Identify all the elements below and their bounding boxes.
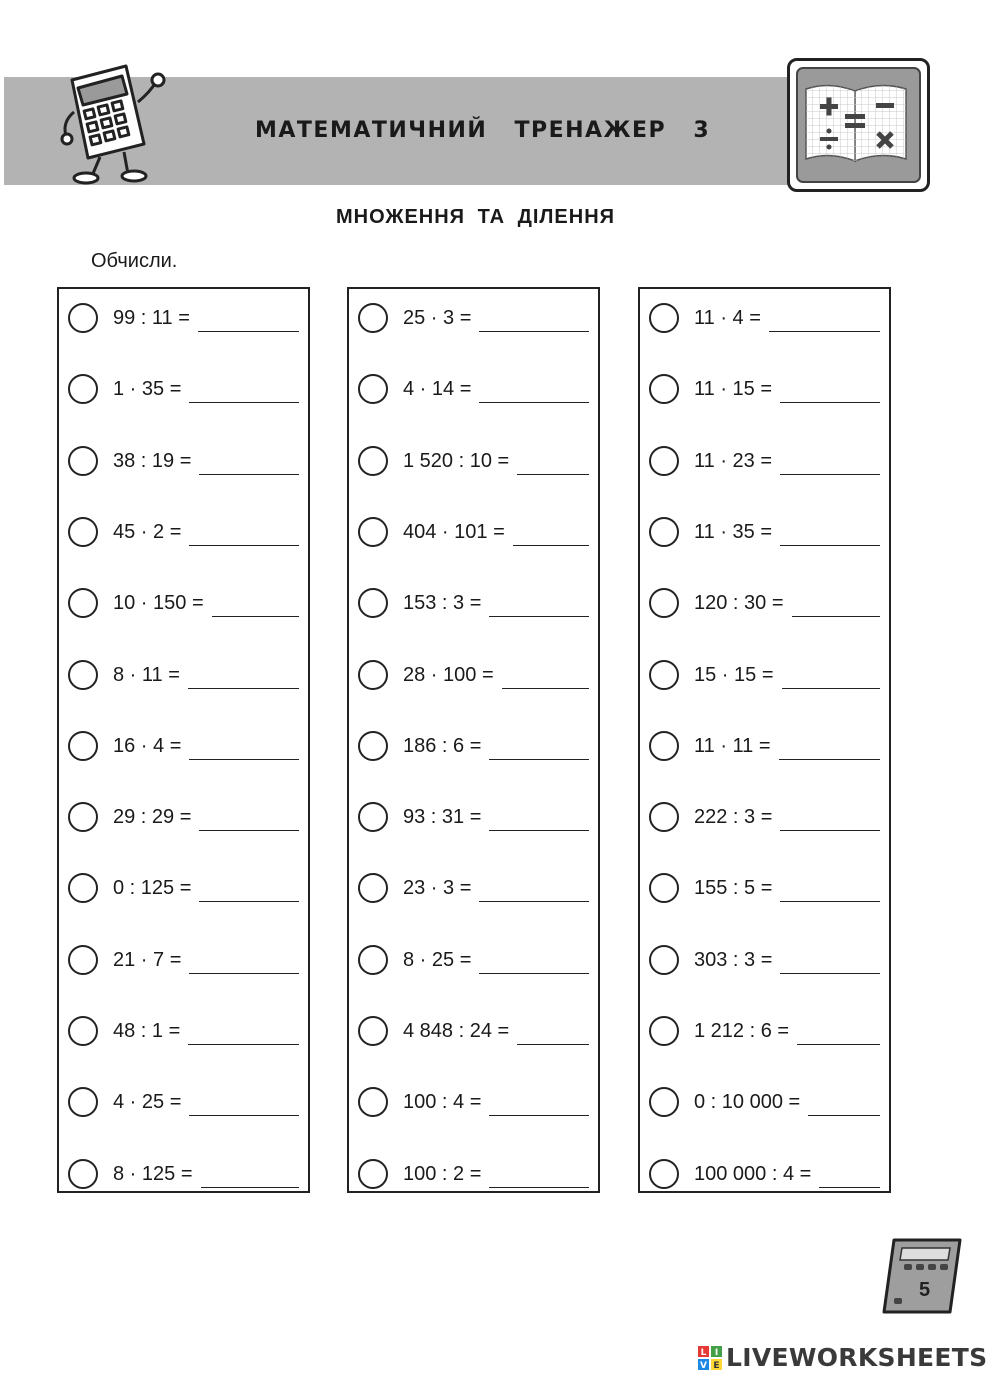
answer-check-circle[interactable] xyxy=(68,945,98,975)
answer-blank[interactable] xyxy=(780,973,880,974)
logo-letter: V xyxy=(700,1361,707,1370)
answer-blank[interactable] xyxy=(188,1044,299,1045)
answer-check-circle[interactable] xyxy=(358,446,388,476)
answer-check-circle[interactable] xyxy=(358,1087,388,1117)
answer-check-circle[interactable] xyxy=(649,446,679,476)
exercise-row xyxy=(640,869,889,909)
exercise-expression: 1 · 35 = xyxy=(113,378,182,401)
answer-check-circle[interactable] xyxy=(649,945,679,975)
answer-check-circle[interactable] xyxy=(68,731,98,761)
exercise-row xyxy=(349,442,598,482)
answer-blank[interactable] xyxy=(199,901,299,902)
exercise-row xyxy=(640,1155,889,1195)
exercise-expression: 16 · 4 = xyxy=(113,734,182,757)
exercise-expression: 303 : 3 = xyxy=(694,948,773,971)
exercise-expression: 10 · 150 = xyxy=(113,592,204,615)
exercise-row xyxy=(349,869,598,909)
answer-blank[interactable] xyxy=(808,1115,880,1116)
answer-blank[interactable] xyxy=(479,973,589,974)
answer-blank[interactable] xyxy=(189,402,299,403)
exercise-row xyxy=(59,869,308,909)
exercise-row xyxy=(640,727,889,767)
logo-letter: I xyxy=(714,1348,719,1358)
exercise-expression: 11 · 23 = xyxy=(694,449,773,472)
exercise-expression: 4 · 14 = xyxy=(403,378,472,401)
exercise-row xyxy=(640,656,889,696)
page-number: 5 xyxy=(919,1279,931,1301)
exercise-row xyxy=(349,513,598,553)
worksheet-title xyxy=(255,118,725,143)
answer-check-circle[interactable] xyxy=(358,374,388,404)
exercise-expression: 0 : 10 000 = xyxy=(694,1091,801,1114)
exercise-row xyxy=(640,798,889,838)
instruction-text: Обчисли. xyxy=(91,250,178,272)
answer-blank[interactable] xyxy=(780,830,880,831)
answer-blank[interactable] xyxy=(189,1115,299,1116)
exercise-row xyxy=(349,941,598,981)
exercise-row xyxy=(640,513,889,553)
exercise-expression: 99 : 11 = xyxy=(113,307,190,329)
exercise-row xyxy=(349,584,598,624)
answer-check-circle[interactable] xyxy=(68,660,98,690)
answer-blank[interactable] xyxy=(502,688,589,689)
answer-blank[interactable] xyxy=(189,973,299,974)
answer-blank[interactable] xyxy=(199,474,299,475)
answer-blank[interactable] xyxy=(489,1115,589,1116)
answer-blank[interactable] xyxy=(489,830,589,831)
calculator-mascot-icon xyxy=(52,62,170,186)
answer-check-circle[interactable] xyxy=(68,1159,98,1189)
answer-check-circle[interactable] xyxy=(358,660,388,690)
title-word-1: МАТЕМАТИЧНИЙ xyxy=(255,118,488,143)
exercise-row xyxy=(59,1012,308,1052)
answer-blank[interactable] xyxy=(792,616,880,617)
math-symbols-graphic xyxy=(798,69,915,177)
exercise-row xyxy=(59,941,308,981)
footer-brand: LIVEWORKSHEETS xyxy=(726,1343,988,1372)
exercise-expression: 100 000 : 4 = xyxy=(694,1162,812,1185)
logo-letter: L xyxy=(700,1348,707,1358)
math-operations-icon xyxy=(796,67,921,183)
exercise-row xyxy=(59,299,308,339)
answer-blank[interactable] xyxy=(782,688,880,689)
exercise-expression: 1 212 : 6 = xyxy=(694,1020,790,1042)
exercise-expression: 11 · 11 = xyxy=(694,734,771,757)
answer-blank[interactable] xyxy=(780,545,880,546)
exercise-expression: 11 · 15 = xyxy=(694,378,773,401)
answer-blank[interactable] xyxy=(489,616,589,617)
exercise-expression: 38 : 19 = xyxy=(113,449,192,472)
exercise-expression: 21 · 7 = xyxy=(113,948,182,971)
title-number: 3 xyxy=(693,118,711,143)
answer-check-circle[interactable] xyxy=(649,1087,679,1117)
exercise-row xyxy=(59,798,308,838)
exercise-row xyxy=(349,299,598,339)
exercise-expression: 11 · 35 = xyxy=(694,520,773,543)
exercise-column-2 xyxy=(347,287,600,1193)
answer-check-circle[interactable] xyxy=(649,1159,679,1189)
exercise-expression: 100 : 4 = xyxy=(403,1091,482,1114)
exercise-expression: 45 · 2 = xyxy=(113,520,182,543)
liveworksheets-logo-icon xyxy=(698,1346,722,1370)
exercise-expression: 11 · 4 = xyxy=(694,307,761,329)
answer-blank[interactable] xyxy=(513,545,589,546)
answer-check-circle[interactable] xyxy=(358,303,388,333)
exercise-row xyxy=(349,1083,598,1123)
answer-blank[interactable] xyxy=(780,402,880,403)
exercise-expression: 100 : 2 = xyxy=(403,1162,482,1185)
exercise-row xyxy=(59,1155,308,1195)
answer-blank[interactable] xyxy=(189,759,299,760)
calculator-icon xyxy=(880,1236,964,1316)
exercise-row xyxy=(349,1155,598,1195)
math-badge xyxy=(787,58,930,192)
answer-blank[interactable] xyxy=(199,830,299,831)
answer-blank[interactable] xyxy=(779,759,880,760)
answer-blank[interactable] xyxy=(819,1187,880,1188)
answer-check-circle[interactable] xyxy=(358,517,388,547)
exercise-expression: 155 : 5 = xyxy=(694,877,773,900)
answer-check-circle[interactable] xyxy=(649,731,679,761)
exercise-row xyxy=(59,727,308,767)
answer-check-circle[interactable] xyxy=(68,873,98,903)
exercise-row xyxy=(640,1083,889,1123)
exercise-row xyxy=(59,513,308,553)
answer-blank[interactable] xyxy=(769,331,880,332)
answer-blank[interactable] xyxy=(189,545,299,546)
exercise-row xyxy=(640,299,889,339)
exercise-row xyxy=(349,656,598,696)
answer-check-circle[interactable] xyxy=(649,303,679,333)
exercise-row xyxy=(640,442,889,482)
exercise-expression: 4 848 : 24 = xyxy=(403,1020,510,1042)
exercise-row xyxy=(640,941,889,981)
exercise-expression: 29 : 29 = xyxy=(113,806,192,829)
exercise-column-3 xyxy=(638,287,891,1193)
answer-check-circle[interactable] xyxy=(649,1016,679,1046)
exercise-row xyxy=(59,656,308,696)
answer-check-circle[interactable] xyxy=(68,374,98,404)
exercise-expression: 1 520 : 10 = xyxy=(403,449,510,472)
answer-blank[interactable] xyxy=(479,331,589,332)
answer-check-circle[interactable] xyxy=(68,588,98,618)
answer-check-circle[interactable] xyxy=(358,731,388,761)
answer-check-circle[interactable] xyxy=(68,1087,98,1117)
answer-check-circle[interactable] xyxy=(649,588,679,618)
section-subtitle: МНОЖЕННЯ ТА ДІЛЕННЯ xyxy=(335,206,616,228)
exercise-row xyxy=(59,442,308,482)
answer-blank[interactable] xyxy=(188,688,299,689)
exercise-row xyxy=(640,584,889,624)
answer-check-circle[interactable] xyxy=(649,802,679,832)
answer-blank[interactable] xyxy=(517,1044,589,1045)
exercise-expression: 48 : 1 = xyxy=(113,1020,181,1042)
exercise-expression: 222 : 3 = xyxy=(694,806,773,829)
logo-letter: E xyxy=(713,1361,720,1370)
answer-check-circle[interactable] xyxy=(358,588,388,618)
exercise-expression: 8 · 125 = xyxy=(113,1162,193,1185)
answer-blank[interactable] xyxy=(780,474,880,475)
exercise-expression: 15 · 15 = xyxy=(694,663,774,686)
exercise-row xyxy=(59,584,308,624)
answer-check-circle[interactable] xyxy=(358,873,388,903)
answer-blank[interactable] xyxy=(489,759,589,760)
exercise-expression: 25 · 3 = xyxy=(403,307,472,329)
answer-check-circle[interactable] xyxy=(358,945,388,975)
exercise-expression: 8 · 25 = xyxy=(403,948,472,971)
exercise-row xyxy=(349,1012,598,1052)
exercise-expression: 120 : 30 = xyxy=(694,592,784,615)
answer-check-circle[interactable] xyxy=(649,374,679,404)
answer-check-circle[interactable] xyxy=(649,873,679,903)
answer-blank[interactable] xyxy=(212,616,299,617)
exercise-expression: 186 : 6 = xyxy=(403,734,482,757)
answer-blank[interactable] xyxy=(479,402,589,403)
exercise-row xyxy=(640,370,889,410)
answer-check-circle[interactable] xyxy=(358,1159,388,1189)
exercise-expression: 0 : 125 = xyxy=(113,877,192,900)
answer-blank[interactable] xyxy=(780,901,880,902)
exercise-expression: 8 · 11 = xyxy=(113,663,180,686)
answer-check-circle[interactable] xyxy=(68,446,98,476)
exercise-expression: 93 : 31 = xyxy=(403,806,482,829)
answer-check-circle[interactable] xyxy=(358,1016,388,1046)
answer-blank[interactable] xyxy=(489,1187,589,1188)
answer-check-circle[interactable] xyxy=(68,802,98,832)
exercise-row xyxy=(59,370,308,410)
answer-check-circle[interactable] xyxy=(649,660,679,690)
page-number-badge xyxy=(880,1236,964,1316)
answer-blank[interactable] xyxy=(517,474,589,475)
exercise-row xyxy=(640,1012,889,1052)
title-word-2: ТРЕНАЖЕР xyxy=(514,118,667,143)
exercise-column-1 xyxy=(57,287,310,1193)
exercise-expression: 28 · 100 = xyxy=(403,663,494,686)
answer-check-circle[interactable] xyxy=(68,303,98,333)
answer-blank[interactable] xyxy=(198,331,299,332)
exercise-expression: 4 · 25 = xyxy=(113,1091,182,1114)
exercise-row xyxy=(59,1083,308,1123)
exercise-row xyxy=(349,370,598,410)
exercise-row xyxy=(349,798,598,838)
answer-blank[interactable] xyxy=(797,1044,880,1045)
exercise-expression: 153 : 3 = xyxy=(403,592,482,615)
exercise-row xyxy=(349,727,598,767)
answer-check-circle[interactable] xyxy=(358,802,388,832)
exercise-expression: 23 · 3 = xyxy=(403,877,472,900)
answer-check-circle[interactable] xyxy=(649,517,679,547)
answer-check-circle[interactable] xyxy=(68,517,98,547)
exercise-expression: 404 · 101 = xyxy=(403,520,505,543)
answer-check-circle[interactable] xyxy=(68,1016,98,1046)
answer-blank[interactable] xyxy=(479,901,589,902)
answer-blank[interactable] xyxy=(201,1187,299,1188)
